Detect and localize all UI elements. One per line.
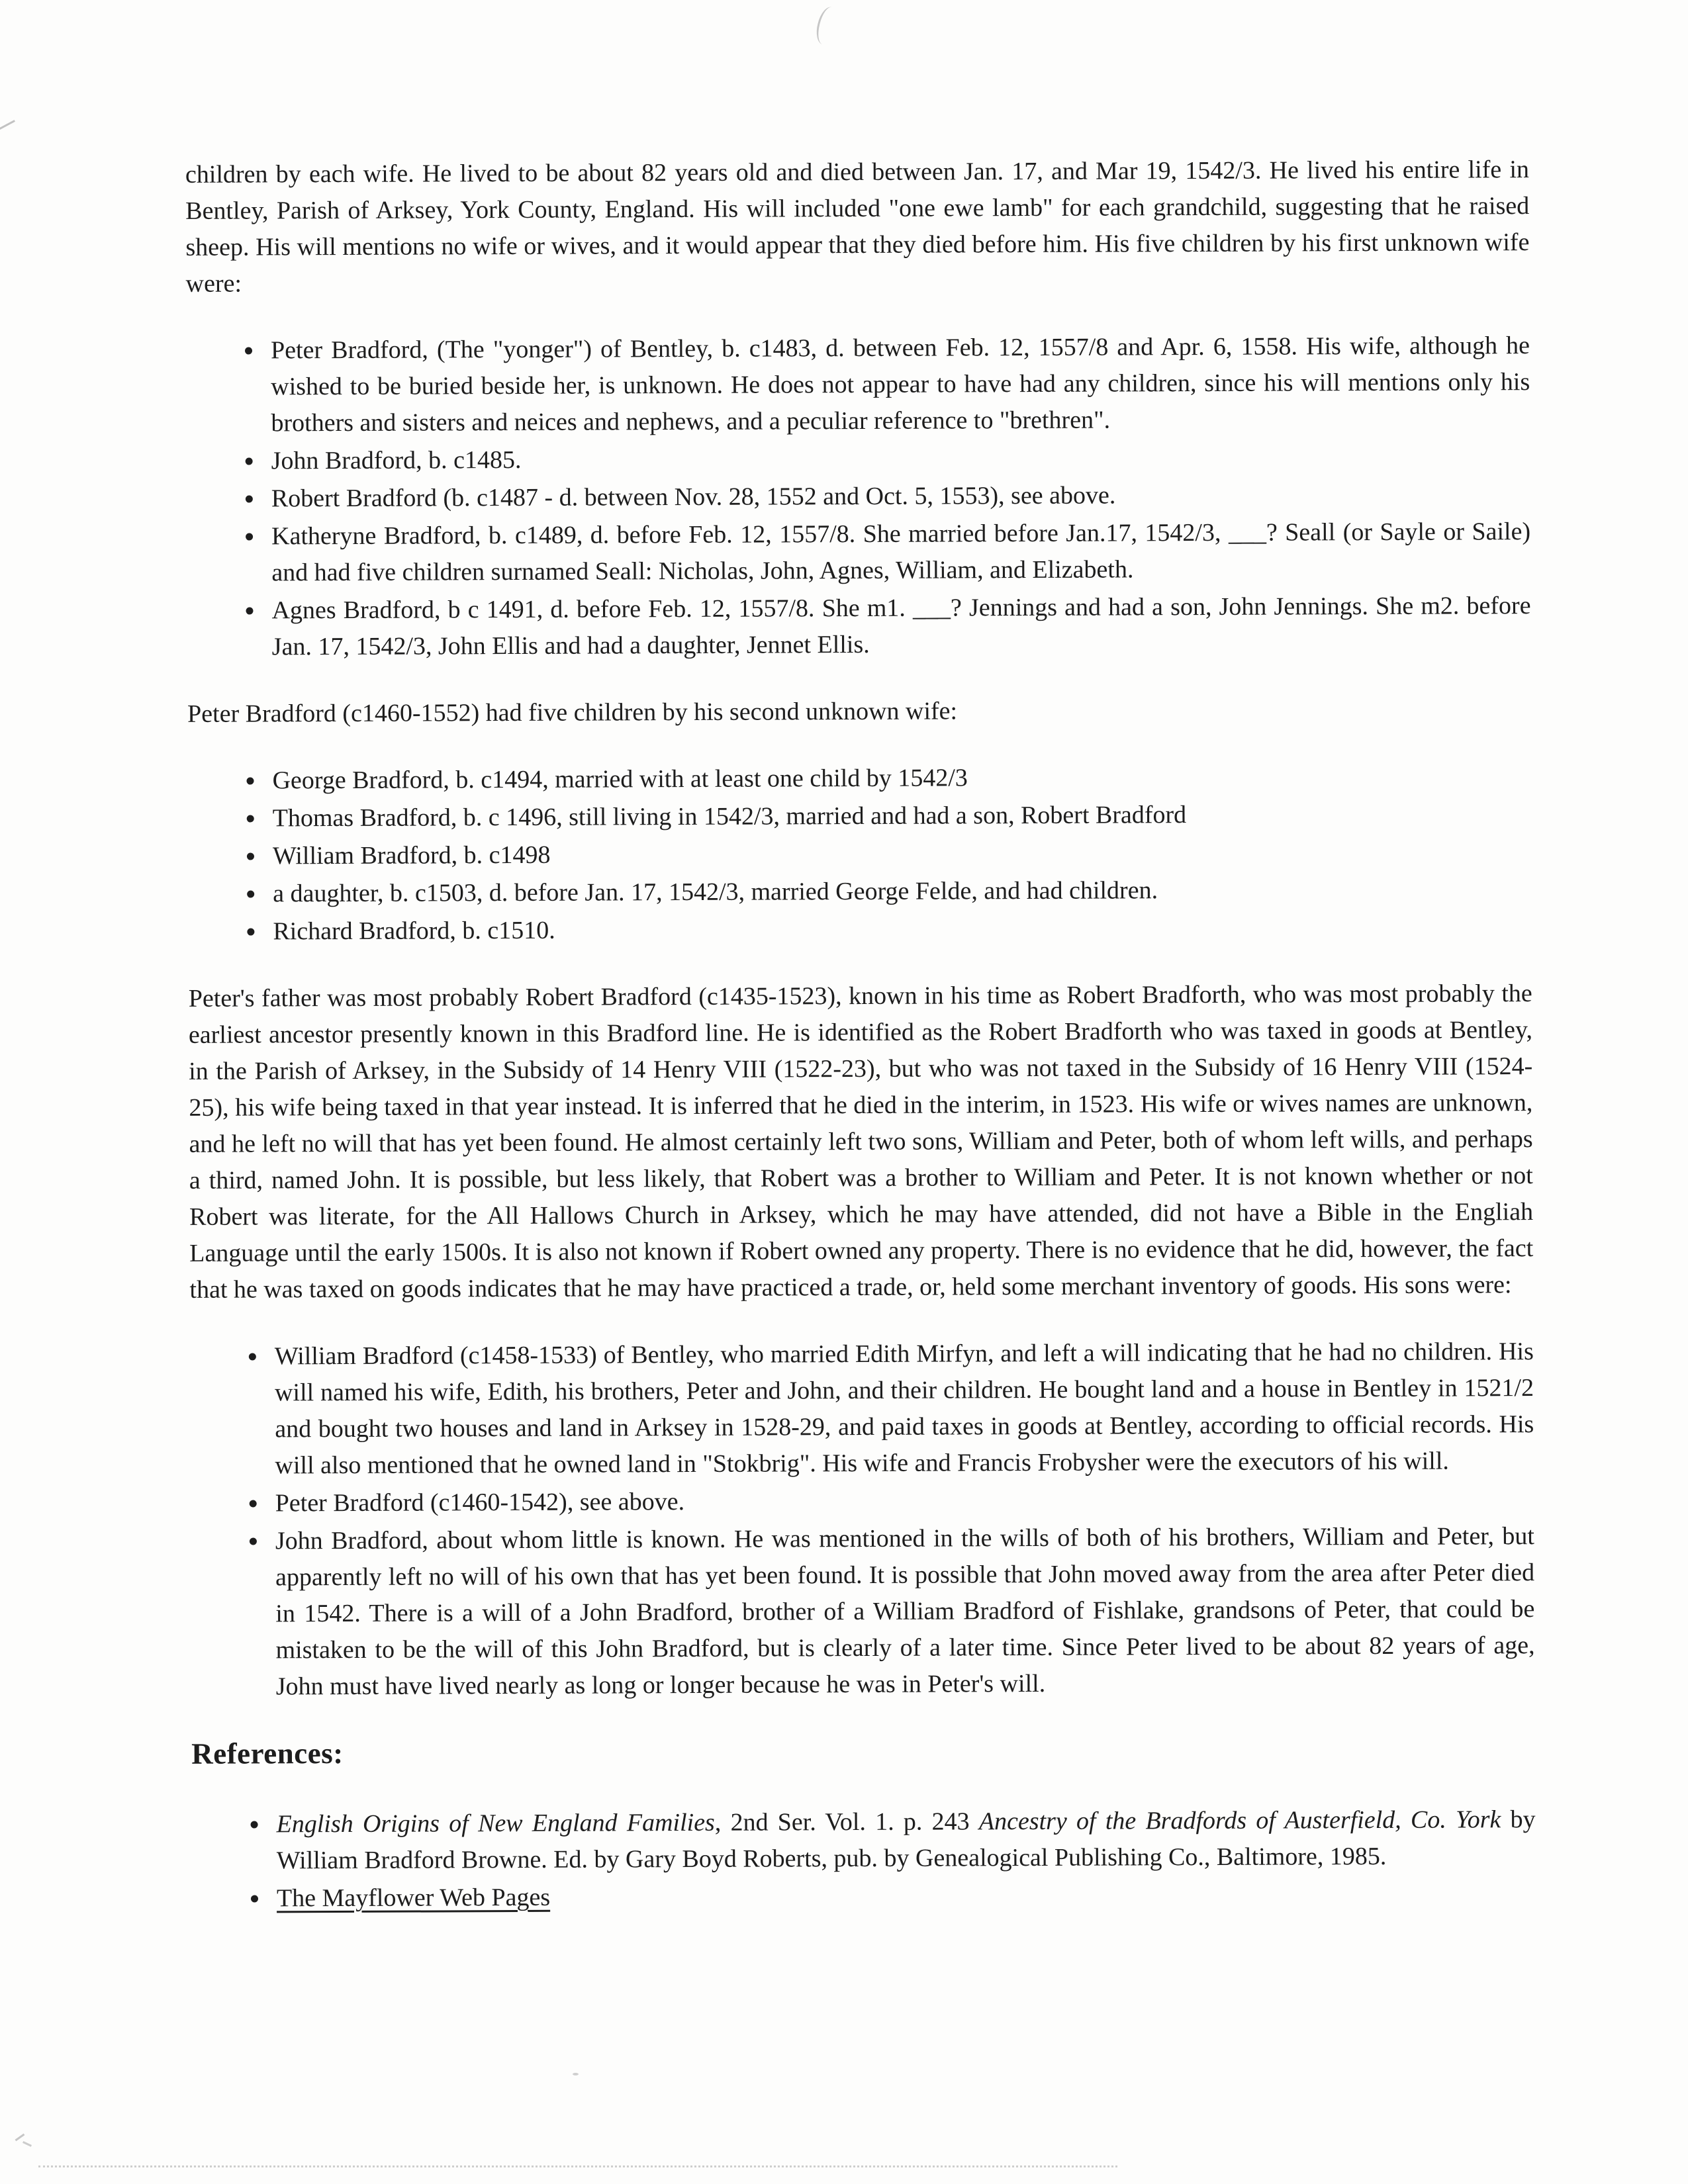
scan-artifact-curve <box>813 5 841 46</box>
list-robert-bradforth-sons <box>190 1334 1535 1706</box>
list-item-john-bradford: • John Bradford, b. c1485. <box>265 438 1530 479</box>
reference-link-item <box>270 1876 1536 1917</box>
document-body <box>185 152 1536 1919</box>
scan-artifact-bottom-line <box>38 2165 1117 2167</box>
list-item-katheryne-bradford: • Katheryne Bradford, b. c1489, d. before Feb. 12, 1557/8. She married before Jan.17, 1542/3, ___? Seall (or Sayle or Saile) and had five children surnamed Seall: Nicholas, John, Agnes, William, and Elizabeth. <box>265 514 1530 591</box>
scan-artifact-chevron <box>15 2134 25 2142</box>
scan-artifact-speck <box>573 2073 579 2075</box>
paragraph-peter-bradford-intro: children by each wife. He lived to be about 82 years old and died between Jan. 17, and Mar 19, 1542/3. He lived his entire life in Bentley, Parish of Arksey, York County, England. His will included "one ewe lamb" for each grandchild, suggesting that he raised sheep. His will mentions no wife or wives, and it would appear that they died before him. His five children by his first unknown wife were: <box>185 156 1530 298</box>
list-first-wife-children <box>186 328 1531 666</box>
citation-title-english-origins: English Origins of New England Families <box>276 1808 715 1839</box>
list-references <box>191 1801 1536 1917</box>
list-item-a-daughter: • a daughter, b. c1503, d. before Jan. 17, 1542/3, married George Felde, and had children. <box>266 871 1532 912</box>
citation-middle-text: , 2nd Ser. Vol. 1. p. 243 <box>714 1807 979 1837</box>
list-item-thomas-bradford: • Thomas Bradford, b. c 1496, still living in 1542/3, married and had a son, Robert Bradford <box>266 796 1532 837</box>
list-item-john-bradford-little-known: • John Bradford, about whom little is known. He was mentioned in the wills of both of his brothers, William and Peter, but apparently left no will of his own that has yet been found. It is possible that John moved away from the area after Peter died in 1542. There is a will of a John Bradford, brother of a William Bradford of Fishlake, grandsons of Peter, that could be mistaken to be the will of this John Bradford, but is clearly of a later time. Since Peter lived to be about 82 years of age, John must have lived nearly as long or longer because he was in Peter's will. <box>269 1518 1535 1705</box>
mayflower-web-pages-link[interactable]: The Mayflower Web Pages <box>276 1883 551 1913</box>
list-item-william-bradford: • William Bradford, b. c1498 <box>266 833 1532 874</box>
list-item-richard-bradford: • Richard Bradford, b. c1510. <box>266 909 1532 950</box>
list-second-wife-children <box>187 758 1532 950</box>
scan-artifact-left-edge <box>0 120 15 131</box>
list-item-peter-bradford-see-above: • Peter Bradford (c1460-1542), see above. <box>269 1480 1534 1522</box>
list-item-george-bradford: • George Bradford, b. c1494, married with at least one child by 1542/3 <box>265 758 1531 799</box>
citation-tail-text: by William Bradford Browne. Ed. by Gary Boyd Roberts, pub. by Genealogical Publishing Co., Baltimore, 1985. <box>276 1805 1536 1875</box>
reference-citation <box>269 1801 1535 1879</box>
scan-artifact-chevron <box>23 2141 32 2147</box>
list-item-robert-bradford: • Robert Bradford (b. c1487 - d. between Nov. 28, 1552 and Oct. 5, 1553), see above. <box>265 476 1530 517</box>
references-heading: References: <box>191 1737 344 1770</box>
paragraph-second-wife-intro: Peter Bradford (c1460-1552) had five children by his second unknown wife: <box>187 697 958 728</box>
list-item-peter-bradford-yonger: • Peter Bradford, (The "yonger") of Bentley, b. c1483, d. between Feb. 12, 1557/8 and Apr. 6, 1558. His wife, although he wished to be buried beside her, is unknown. He does not appear to have had any children, since his will mentions only his brothers and sisters and neices and nephews, and a peculiar reference to "brethren". <box>264 328 1530 441</box>
list-item-agnes-bradford: • Agnes Bradford, b c 1491, d. before Feb. 12, 1557/8. She m1. ___? Jennings and had a son, John Jennings. She m2. before Jan. 17, 1542/3, John Ellis and had a daughter, Jennet Ellis. <box>265 588 1530 665</box>
paragraph-peters-father: Peter's father was most probably Robert Bradford (c1435-1523), known in his time as Robert Bradforth, who was most probably the earliest ancestor presently known in this Bradford line. He is identified as the Robert Bradforth who was taxed in goods at Bentley, in the Parish of Arksey, in the Subsidy of 14 Henry VIII (1522-23), but who was not taxed in the Subsidy of 16 Henry VIII (1524-25), his wife being taxed in that year instead. It is inferred that he died in the interim, in 1523. His wife or wives names are unknown, and he left no will that has yet been found. He almost certainly left two sons, William and Peter, both of whom left wills, and perhaps a third, named John. It is possible, but less likely, that Robert was a brother to William and Peter. It is not known whether or not Robert was literate, for the All Hallows Church in Arksey, which he may have attended, did not have a Bible in the Engliah Language until the early 1500s. It is also not known if Robert owned any property. There is no evidence that he did, however, the fact that he was taxed on goods indicates that he may have practiced a trade, or, held some merchant inventory of goods. His sons were: <box>188 979 1534 1304</box>
list-item-william-bradford-bentley: • William Bradford (c1458-1533) of Bentley, who married Edith Mirfyn, and left a will indicating that he had no children. His will named his wife, Edith, his brothers, Peter and John, and their children. He bought land and a house in Bentley in 1521/2 and bought two houses and land in Arksey in 1528-29, and paid taxes in goods at Bentley, according to official records. His will also mentioned that he owned land in "Stokbrig". His wife and Francis Frobysher were the executors of his will. <box>268 1334 1534 1484</box>
citation-title-ancestry-bradfords: Ancestry of the Bradfords of Austerfield, Co. York <box>978 1805 1501 1836</box>
